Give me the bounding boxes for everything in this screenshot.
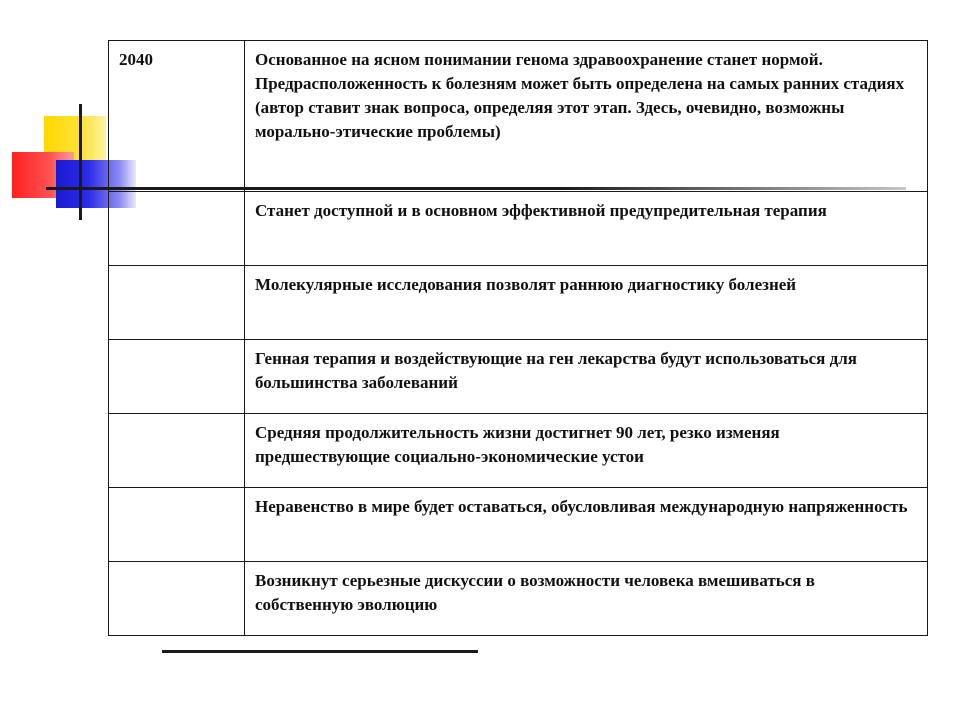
year-cell <box>109 562 245 636</box>
forecast-cell: Неравенство в мире будет оставаться, обусловливая международную напряженность <box>245 488 928 562</box>
table-row <box>109 41 928 192</box>
table-row <box>109 192 928 266</box>
table-row <box>109 266 928 340</box>
forecast-cell: Молекулярные исследования позволят раннюю диагностику болезней <box>245 266 928 340</box>
forecast-cell: Основанное на ясном понимании генома здравоохранение станет нормой. Предрасположенность к болезням может быть определена на самых ранних стадиях (автор ставит знак вопроса, определяя этот этап. Здесь, очевидно, возможны морально-этические проблемы) <box>245 41 928 192</box>
decorative-vertical-line <box>79 104 82 220</box>
table-row <box>109 488 928 562</box>
year-cell <box>109 414 245 488</box>
year-cell <box>109 266 245 340</box>
year-cell: 2040 <box>109 41 245 192</box>
forecast-table <box>108 40 928 636</box>
table-row <box>109 414 928 488</box>
table-row <box>109 340 928 414</box>
year-cell <box>109 488 245 562</box>
table-row <box>109 562 928 636</box>
forecast-cell: Средняя продолжительность жизни достигнет 90 лет, резко изменяя предшествующие социально-экономические устои <box>245 414 928 488</box>
forecast-cell: Генная терапия и воздействующие на ген лекарства будут использоваться для большинства заболеваний <box>245 340 928 414</box>
year-cell <box>109 340 245 414</box>
year-cell <box>109 192 245 266</box>
forecast-cell: Возникнут серьезные дискуссии о возможности человека вмешиваться в собственную эволюцию <box>245 562 928 636</box>
bottom-divider-line <box>162 650 478 653</box>
forecast-cell: Станет доступной и в основном эффективной предупредительная терапия <box>245 192 928 266</box>
